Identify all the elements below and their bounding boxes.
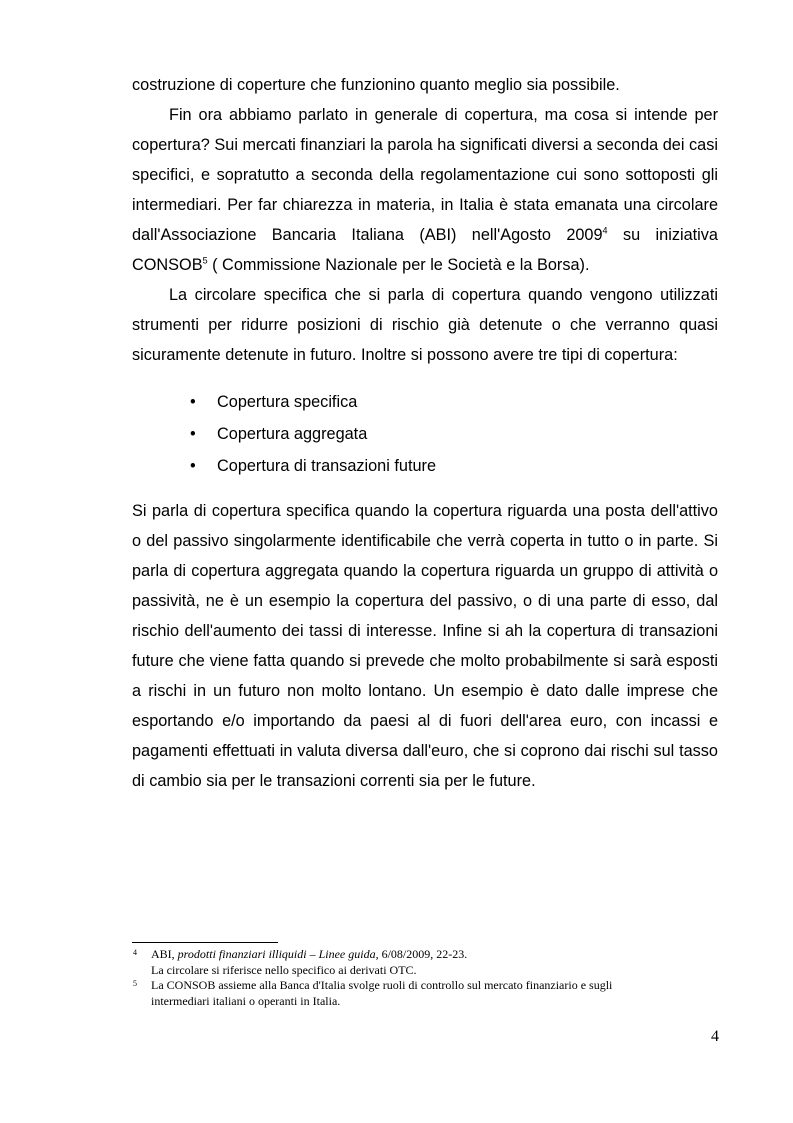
bullet-icon: •	[190, 457, 196, 475]
footnote-line	[151, 947, 692, 963]
paragraph-copertura-mid: su iniziativa CONSOB	[132, 226, 718, 274]
footnote-line: La CONSOB assieme alla Banca d'Italia svolge ruoli di controllo sul mercato finanziario e sugli	[151, 978, 613, 992]
list-item-label: Copertura specifica	[217, 393, 358, 411]
footnote-5	[132, 978, 692, 1009]
footnote-4	[132, 947, 692, 978]
footnote-line: intermediari italiani o operanti in Italia.	[151, 993, 341, 1008]
page-number: 4	[711, 1028, 719, 1045]
footnotes	[132, 947, 692, 1009]
paragraph-circolare: La circolare specifica che si parla di copertura quando vengono utilizzati strumenti per ridurre posizioni di rischio già detenute o che verranno quasi sicuramente detenute in futuro. Inoltre si possono avere tre tipi di copertura:	[132, 286, 718, 364]
copertura-types-list	[132, 386, 718, 482]
footnote-ref-4[interactable]: 4	[602, 225, 608, 236]
footnote-ref-5[interactable]: 5	[202, 255, 208, 266]
list-item	[190, 450, 718, 482]
bullet-icon: •	[190, 425, 196, 443]
footnote-separator	[132, 942, 278, 943]
footnote-suffix: 6/08/2009, 22-23.	[378, 947, 468, 961]
paragraph-intro: costruzione di coperture che funzionino quanto meglio sia possibile.	[132, 76, 620, 94]
footnote-number: 4	[133, 948, 137, 957]
paragraph-copertura-end: ( Commissione Nazionale per le Società e la Borsa).	[207, 256, 590, 274]
list-item-label: Copertura aggregata	[217, 425, 368, 443]
list-item	[190, 386, 718, 418]
list-item-label: Copertura di transazioni future	[217, 457, 437, 475]
footnote-prefix: ABI,	[151, 947, 178, 961]
body-text	[132, 70, 718, 796]
footnote-title: prodotti finanziari illiquidi – Linee guida,	[177, 947, 379, 961]
footnote-line: La circolare si riferisce nello specifico ai derivati OTC.	[151, 962, 417, 977]
list-item	[190, 418, 718, 450]
paragraph-copertura-explained: Si parla di copertura specifica quando la copertura riguarda una posta dell'attivo o del passivo singolarmente identificabile che verrà coperta in tutto o in parte. Si parla di copertura aggregata quando la copertura riguarda un gruppo di attività o passività, ne è un esempio la copertura del passivo, o di una parte di esso, dal rischio dell'aumento dei tassi di interesse. Infine si ah la copertura di transazioni future che viene fatta quando si prevede che molto probabilmente si sarà esposti a rischi in un futuro non molto lontano. Un esempio è dato dalle imprese che esportando e/o importando da paesi al di fuori dell'area euro, con incassi e pagamenti effettuati in valuta diversa dall'euro, che si coprono dai rischi sul tasso di cambio sia per le transazioni correnti sia per le future.	[132, 502, 718, 790]
paragraph-copertura-text: Fin ora abbiamo parlato in generale di copertura, ma cosa si intende per copertura? Sui mercati finanziari la parola ha significati diversi a seconda dei casi specifici, e sopratutto a seconda della regolamentazione cui sono sottoposti gli intermediari. Per far chiarezza in materia, in Italia è stata emanata una circolare dall'Associazione Bancaria Italiana (ABI) nell'Agosto 2009	[132, 106, 718, 244]
footnote-number: 5	[133, 979, 137, 988]
paragraph-copertura-definition	[132, 100, 718, 280]
bullet-icon: •	[190, 393, 196, 411]
